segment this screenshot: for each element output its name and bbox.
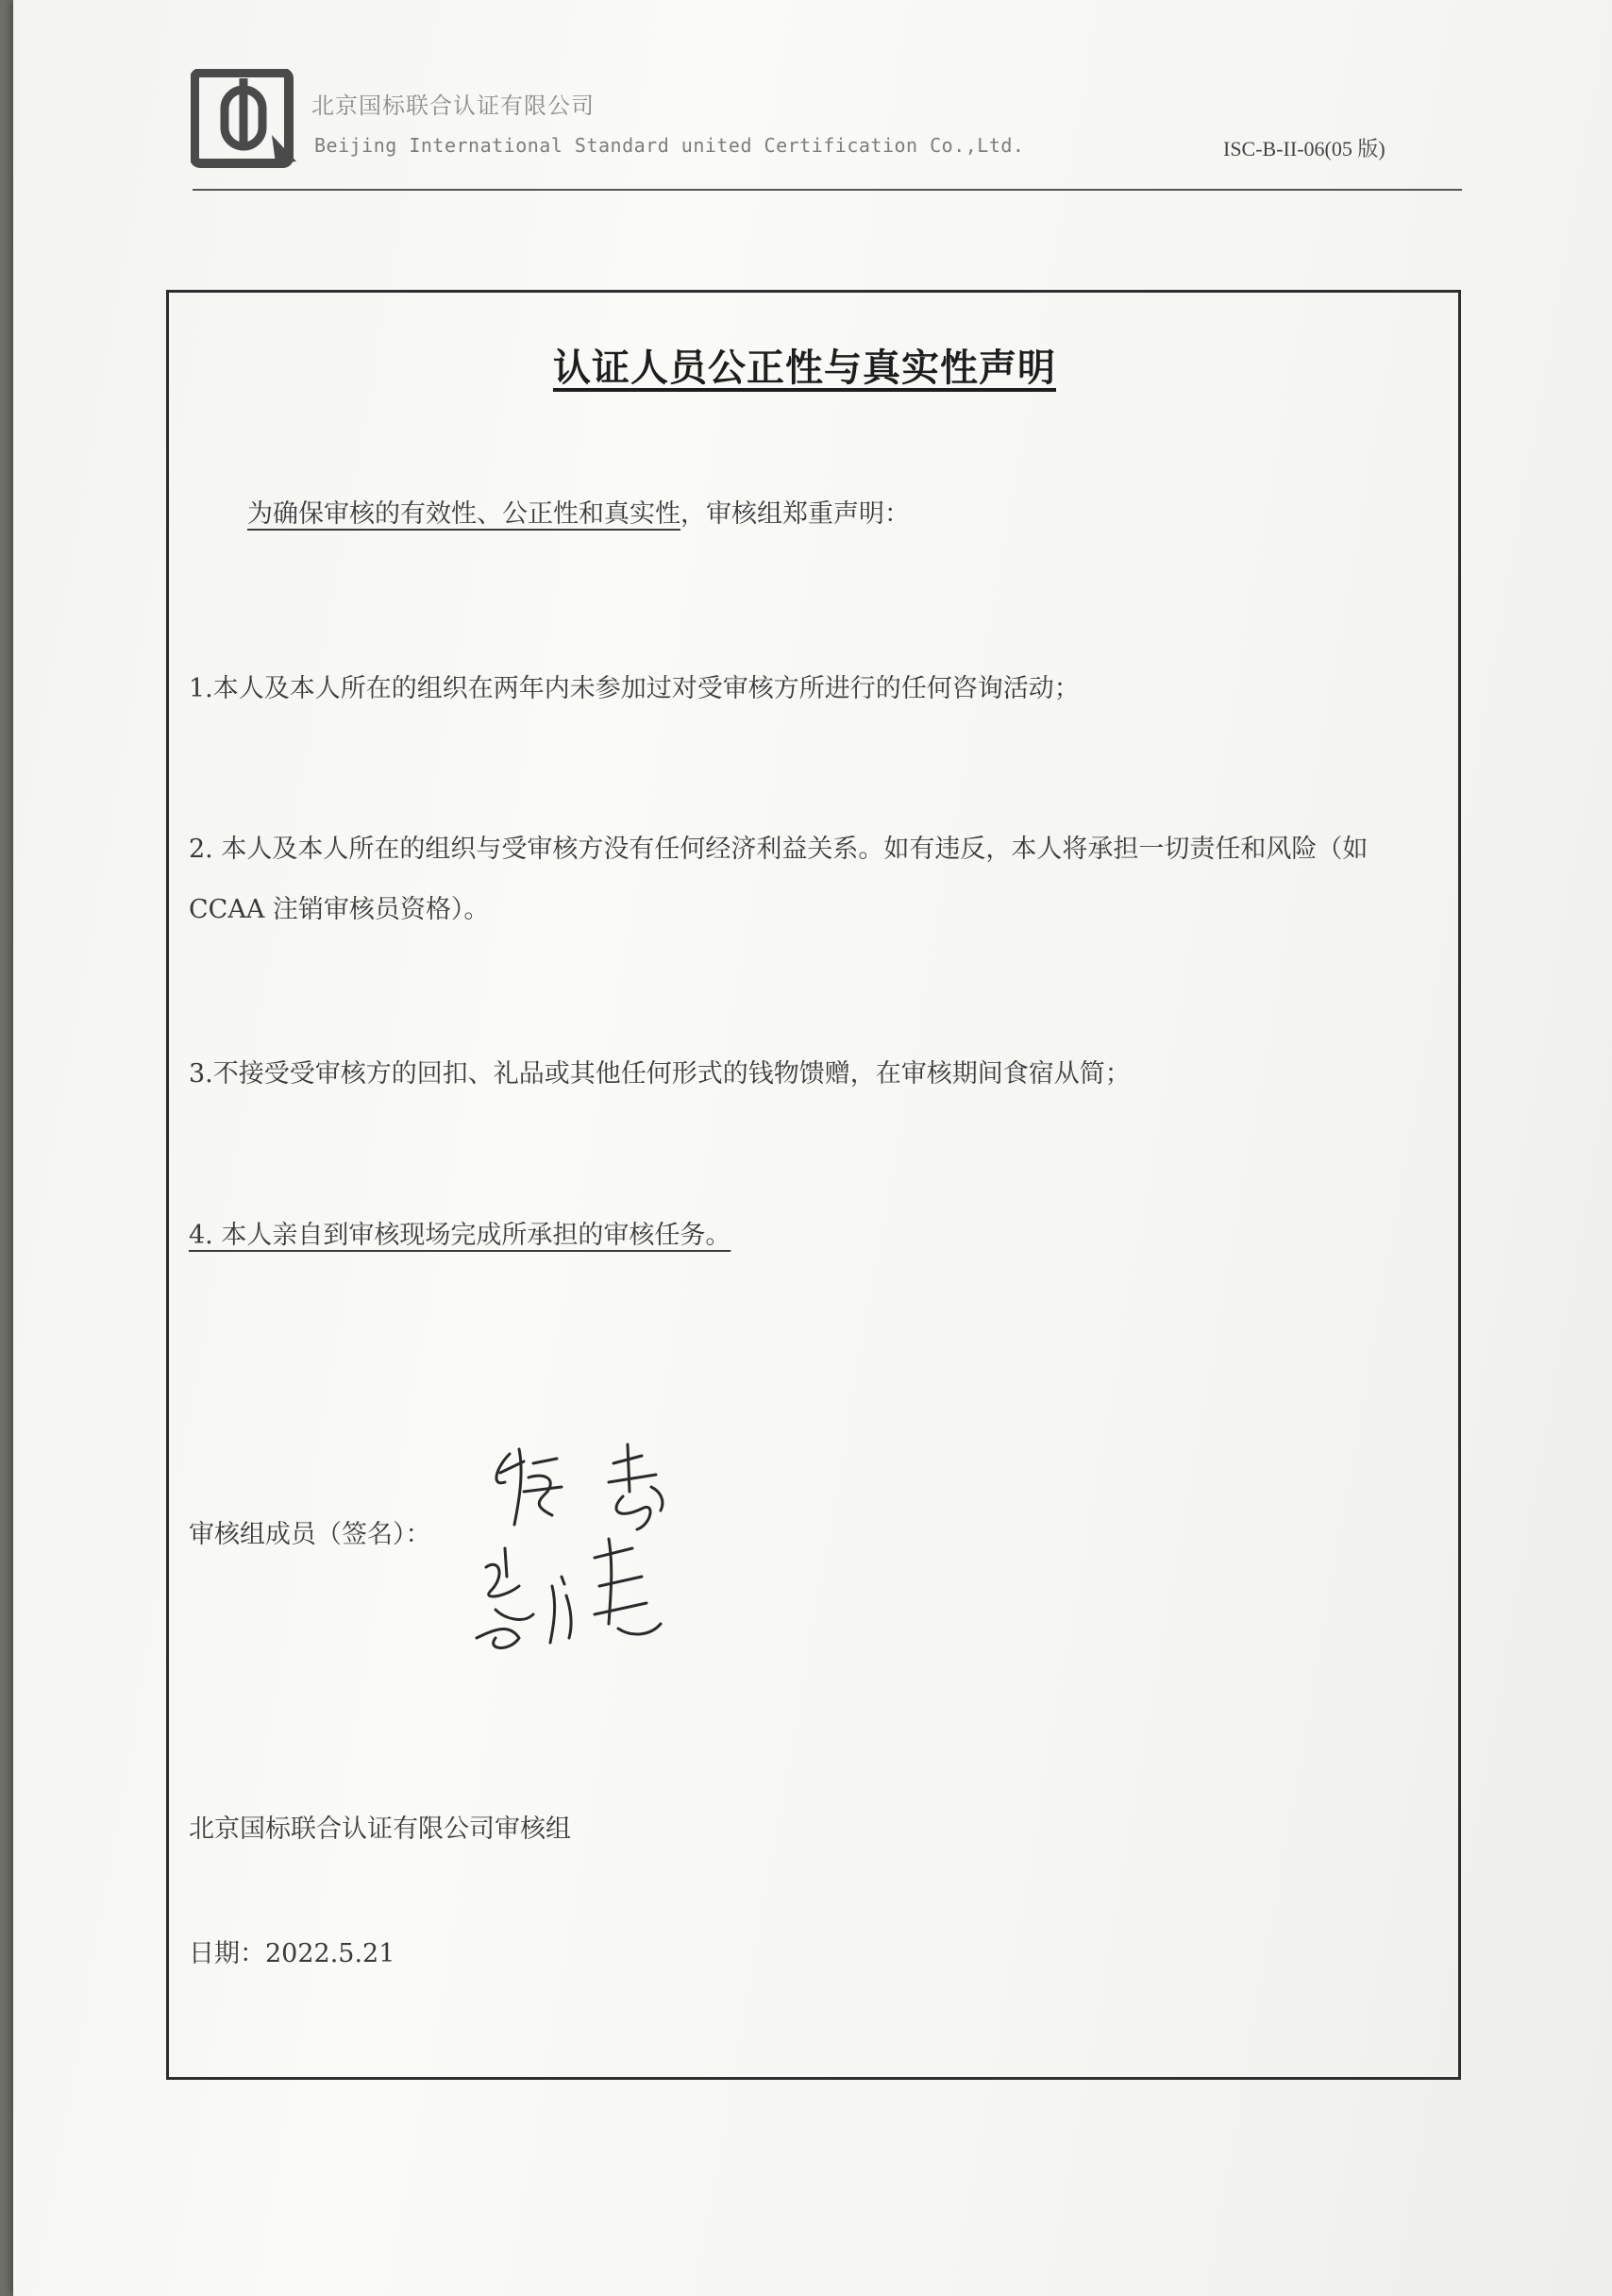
company-name-chinese: 北京国标联合认证有限公司 [311,93,595,119]
company-name-english: Beijing International Standard united Certification Co.,Ltd. [314,134,1025,157]
intro-underlined-text: 为确保审核的有效性、公正性和真实性 [247,499,680,529]
declaration-item-2: 2. 本人及本人所在的组织与受审核方没有任何经济利益关系。如有违反，本人将承担一切责任和风险（如 CCAA 注销审核员资格）。 [189,835,1369,924]
document-code: ISC-B-II-06(05 版) [1223,137,1385,160]
page-title: 认证人员公正性与真实性声明 [553,346,1056,390]
signature-label: 审核组成员（签名）： [189,1520,431,1549]
intro-text: ，审核组郑重声明： [680,499,910,529]
header-divider [193,189,1462,191]
date-line: 日期：2022.5.21 [189,1939,395,1968]
handwritten-signature-icon [467,1435,713,1662]
declaration-item-4: 4. 本人亲自到审核现场完成所承担的审核任务。 [189,1221,731,1250]
company-logo-icon [191,69,306,171]
organization-name: 北京国标联合认证有限公司审核组 [189,1815,571,1844]
declaration-item-3: 3.不接受受审核方的回扣、礼品或其他任何形式的钱物馈赠，在审核期间食宿从简； [189,1059,1131,1089]
declaration-item-1: 1.本人及本人所在的组织在两年内未参加过对受审核方所进行的任何咨询活动； [189,674,1080,703]
intro-paragraph [247,484,910,545]
